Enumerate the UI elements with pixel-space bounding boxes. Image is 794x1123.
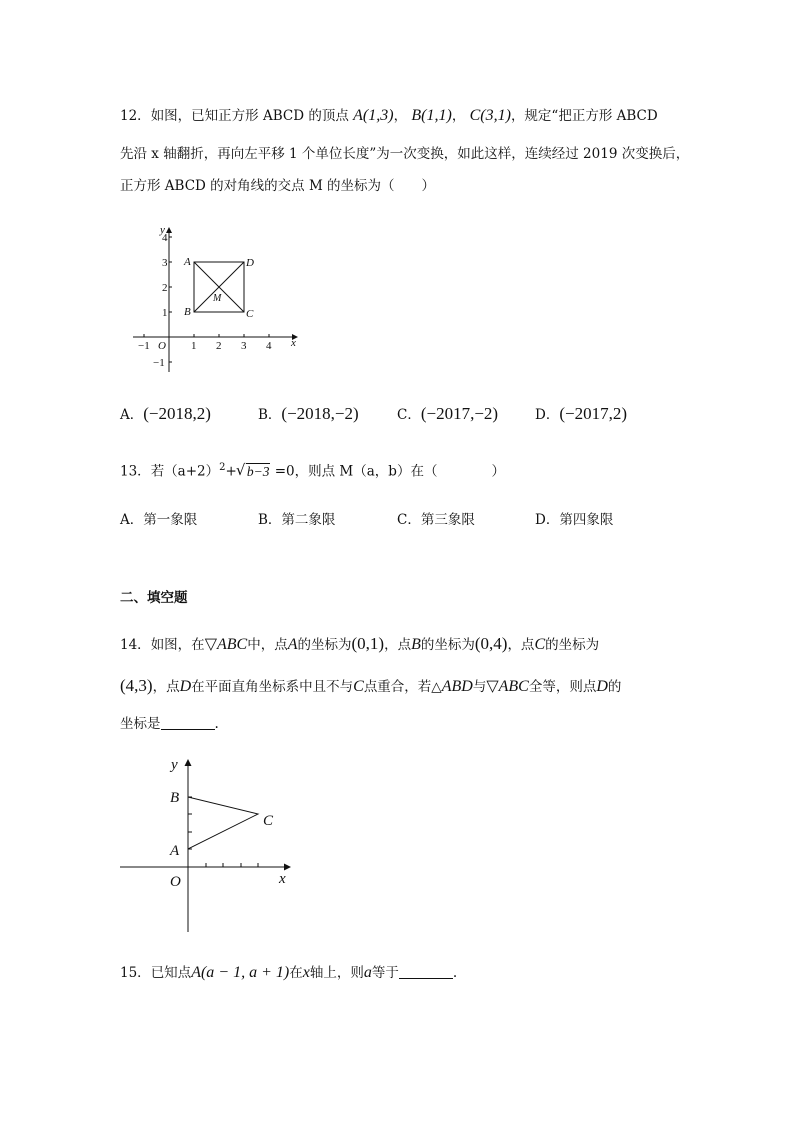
point-c-label: C — [263, 813, 274, 829]
x-tick-2: 2 — [216, 340, 222, 352]
origin-label: O — [158, 340, 166, 352]
y-tick-3: 3 — [162, 257, 168, 269]
point-c-coord: C(3,1) — [469, 107, 511, 124]
x-tick-3: 3 — [241, 340, 247, 352]
q14-number: 14． — [120, 637, 151, 653]
y-tick-2: 2 — [162, 282, 168, 294]
q14-line2: (4,3)，点D在平面直角坐标系中且不与C点重合，若△ABD与▽ABC全等，则点D的 — [120, 676, 622, 695]
q13-option-c[interactable]: C．第三象限 — [397, 512, 475, 528]
vertex-c-label: C — [246, 308, 254, 320]
q12-figure — [125, 222, 310, 377]
answer-blank-14[interactable] — [161, 715, 215, 730]
y-axis-label-2: y — [171, 757, 178, 773]
x-tick-1: 1 — [191, 340, 197, 352]
vertex-a-label: A — [184, 256, 191, 268]
section-heading: 二、填空题 — [120, 590, 188, 606]
q14-figure — [115, 752, 300, 937]
q14-line1: 14．如图，在▽ABC中，点A的坐标为(0,1)，点B的坐标为(0,4)，点C的坐标为 — [120, 634, 600, 653]
q13-line: 13．若$(a+2)^2+√$ b−3 =0，则点 M（a，b）在（ ） — [120, 458, 505, 482]
q12-option-a[interactable]: A．(−2018,2) — [120, 404, 211, 423]
q13-option-a[interactable]: A．第一象限 — [120, 512, 198, 528]
origin-label-2: O — [170, 874, 181, 890]
q12-line2: 先沿 x 轴翻折，再向左平移 1 个单位长度”为一次变换，如此这样，连续经过 2019 次变换后， — [120, 146, 690, 162]
q12-line3: 正方形 ABCD 的对角线的交点 M 的坐标为（ ） — [120, 178, 436, 194]
q14-line3: 坐标是 . — [120, 716, 219, 732]
q15-number: 15． — [120, 965, 151, 981]
center-m-label: M — [213, 293, 222, 304]
q13-number: 13． — [120, 463, 151, 480]
q15-line: 15．已知点A(a − 1, a + 1)在x轴上，则a等于 . — [120, 964, 458, 981]
q12-line1: 12．如图，已知正方形 ABCD 的顶点 A(1,3)， B(1,1)， C(3,1)，规定“把正方形 ABCD — [120, 107, 658, 124]
point-b-label: B — [170, 790, 180, 806]
y-tick-neg1: −1 — [153, 357, 165, 369]
y-axis-label: y — [160, 224, 165, 236]
q13-option-b[interactable]: B．第二象限 — [258, 512, 336, 528]
triangle-abc — [188, 797, 258, 849]
point-a-expression: A(a − 1, a + 1) — [191, 964, 290, 981]
y-tick-1: 1 — [162, 307, 168, 319]
x-tick-neg1: −1 — [138, 340, 150, 352]
x-tick-4: 4 — [266, 340, 272, 352]
point-a-label: A — [170, 843, 180, 859]
x-axis-label: x — [291, 337, 296, 349]
y-tick-4: 4 — [162, 232, 168, 244]
q12-option-c[interactable]: C．(−2017,−2) — [397, 404, 499, 423]
q13-option-d[interactable]: D．第四象限 — [535, 512, 614, 528]
x-axis-label-2: x — [279, 871, 286, 887]
vertex-d-label: D — [246, 257, 254, 269]
vertex-b-label: B — [184, 306, 191, 318]
point-b-coord: B(1,1) — [411, 107, 452, 124]
answer-blank-15[interactable] — [399, 964, 453, 979]
sqrt-expression: √ b−3 — [237, 462, 271, 482]
q12-number: 12． — [120, 108, 151, 124]
q12-option-d[interactable]: D．(−2017,2) — [535, 404, 627, 423]
point-a-coord: A(1,3) — [353, 107, 394, 124]
q12-option-b[interactable]: B．(−2018,−2) — [258, 404, 359, 423]
